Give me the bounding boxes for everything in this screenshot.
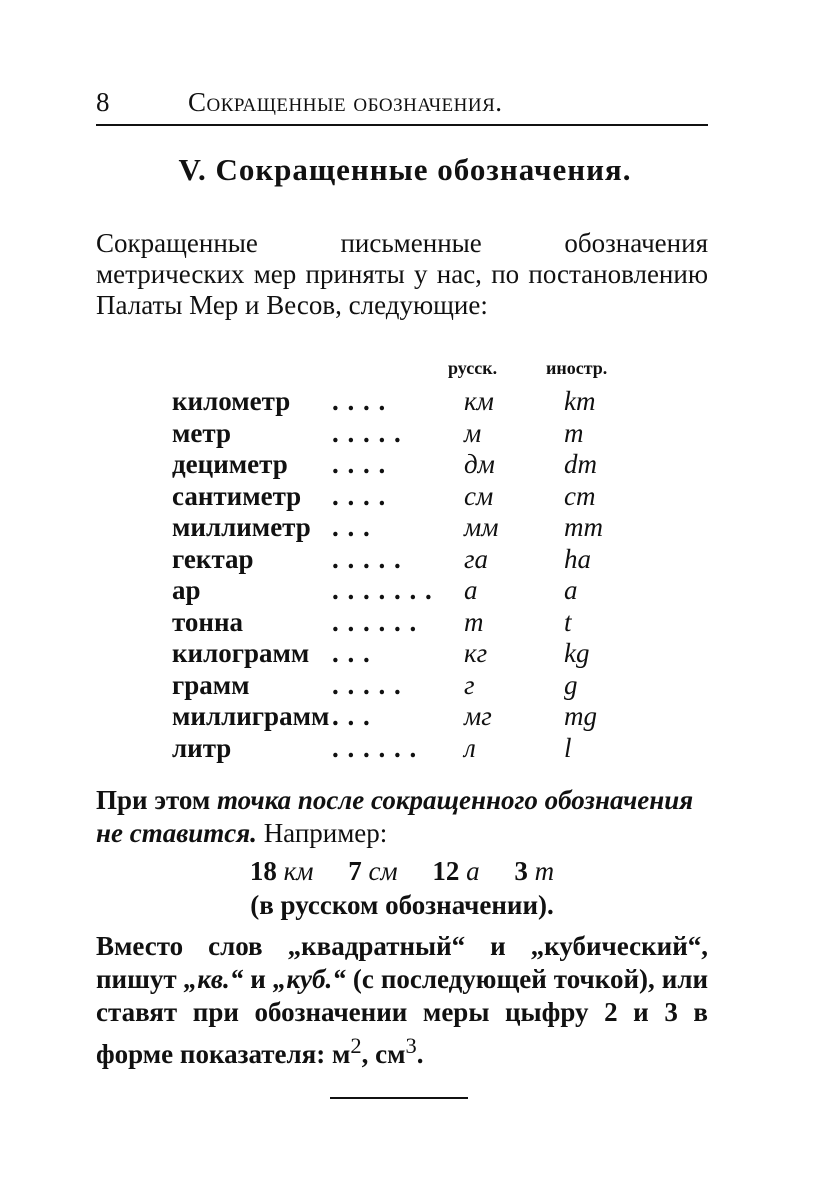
example-item <box>348 856 397 886</box>
closing-end: . <box>416 1039 424 1069</box>
leader-dots: . . . . . . <box>332 606 418 637</box>
russian-abbr: кг <box>464 638 488 668</box>
leader-dots: . . . . . . <box>332 732 418 763</box>
table-row <box>172 481 642 513</box>
unit-name: тонна <box>172 606 244 637</box>
foreign-abbr: ha <box>564 543 591 574</box>
unit-name: километр <box>172 386 291 416</box>
column-header-russian: русск. <box>448 358 498 378</box>
table-row <box>172 449 642 481</box>
table-row <box>172 670 642 702</box>
foreign-abbr: cm <box>564 480 596 511</box>
foreign-abbr: mm <box>564 512 603 542</box>
russian-abbr: км <box>464 386 494 416</box>
unit-name: гектар <box>172 543 254 574</box>
table-row <box>172 701 642 733</box>
note-paragraph <box>96 784 708 850</box>
unit-name: ар <box>172 575 201 605</box>
foreign-abbr: dm <box>564 449 597 479</box>
running-title: Сокращенные обозначения. <box>188 87 503 117</box>
page-number: 8 <box>96 87 110 117</box>
foreign-abbr: mg <box>564 701 597 731</box>
exponent-2: 2 <box>350 1033 362 1058</box>
closing-part1: Вместо слов „квадратный“ и „кубический“, пишут <box>96 931 708 994</box>
closing-sep: , см <box>361 1039 406 1069</box>
unit-name: литр <box>172 732 232 763</box>
leader-dots: . . . . <box>332 386 387 416</box>
examples-line <box>96 855 708 887</box>
russian-abbr: а <box>464 575 478 605</box>
leader-dots: . . . . . <box>332 417 402 448</box>
column-header-foreign: иностр. <box>546 358 608 378</box>
table-row <box>172 607 642 639</box>
table-row <box>172 386 642 418</box>
closing-and: и <box>250 964 266 994</box>
foreign-abbr: a <box>564 575 578 605</box>
russian-abbr: л <box>464 732 476 763</box>
examples-caption: (в русском обозначении). <box>250 890 554 920</box>
leader-dots: . . . . . . . <box>332 575 433 605</box>
intro-paragraph: Сокращенные письменные обозначения метрических мер приняты у нас, по постановлению Палаты Мер и Весов, следующие: <box>96 228 708 320</box>
russian-abbr: т <box>464 606 484 637</box>
leader-dots: . . . <box>332 701 371 731</box>
russian-abbr: га <box>464 543 489 574</box>
section-title: V. Сокращенные обозначения. <box>178 152 632 187</box>
foreign-abbr: m <box>564 417 584 448</box>
example-item <box>432 856 479 886</box>
example-unit: т <box>534 856 555 886</box>
foreign-abbr: t <box>564 606 572 637</box>
leader-dots: . . . . . <box>332 543 402 574</box>
kub-abbr: „куб.“ <box>272 964 346 994</box>
end-rule <box>330 1097 468 1099</box>
foreign-abbr: l <box>564 732 572 763</box>
closing-paragraph <box>96 930 708 1071</box>
exponent-3: 3 <box>405 1033 417 1058</box>
leader-dots: . . . . . <box>332 669 402 700</box>
unit-name: метр <box>172 417 231 448</box>
russian-abbr: мм <box>464 512 499 542</box>
unit-name: сантиметр <box>172 480 302 511</box>
table-row <box>172 544 642 576</box>
unit-name: килограмм <box>172 638 310 668</box>
example-number: 18 <box>249 856 277 886</box>
kv-abbr: „кв.“ <box>183 964 244 994</box>
table-row <box>172 638 642 670</box>
example-item <box>514 856 554 886</box>
example-unit: км <box>283 856 314 886</box>
unit-name: дециметр <box>172 449 288 479</box>
foreign-abbr: kg <box>564 638 590 668</box>
foreign-abbr: g <box>564 669 578 700</box>
example-number: 7 <box>348 856 362 886</box>
closing-part2: (с последующей точкой), или ставят при обозначении меры цыфру 2 и 3 в форме показателя: м <box>96 964 709 1069</box>
unit-name: грамм <box>172 669 250 700</box>
unit-name: миллиграмм <box>172 701 330 731</box>
russian-abbr: г <box>464 669 475 700</box>
header-rule <box>96 124 708 126</box>
russian-abbr: мг <box>464 701 492 731</box>
example-unit: а <box>466 856 480 886</box>
table-row <box>172 418 642 450</box>
example-item <box>250 856 314 886</box>
abbreviation-table <box>172 386 642 764</box>
russian-abbr: дм <box>464 449 495 479</box>
leader-dots: . . . . <box>332 480 387 511</box>
note-tail: Например: <box>263 818 388 848</box>
example-number: 3 <box>514 856 528 886</box>
russian-abbr: см <box>464 480 494 511</box>
leader-dots: . . . <box>332 638 371 668</box>
note-lead: При этом <box>96 785 211 815</box>
table-row <box>172 575 642 607</box>
table-row <box>172 512 642 544</box>
foreign-abbr: km <box>564 386 596 416</box>
example-unit: см <box>368 856 398 886</box>
note-emphasis: точка после сокращенного обозначения не ставится. <box>96 785 694 848</box>
leader-dots: . . . . <box>332 449 387 479</box>
example-number: 12 <box>432 856 460 886</box>
russian-abbr: м <box>464 417 482 448</box>
unit-name: миллиметр <box>172 512 311 542</box>
table-row <box>172 733 642 765</box>
leader-dots: . . . <box>332 512 371 542</box>
